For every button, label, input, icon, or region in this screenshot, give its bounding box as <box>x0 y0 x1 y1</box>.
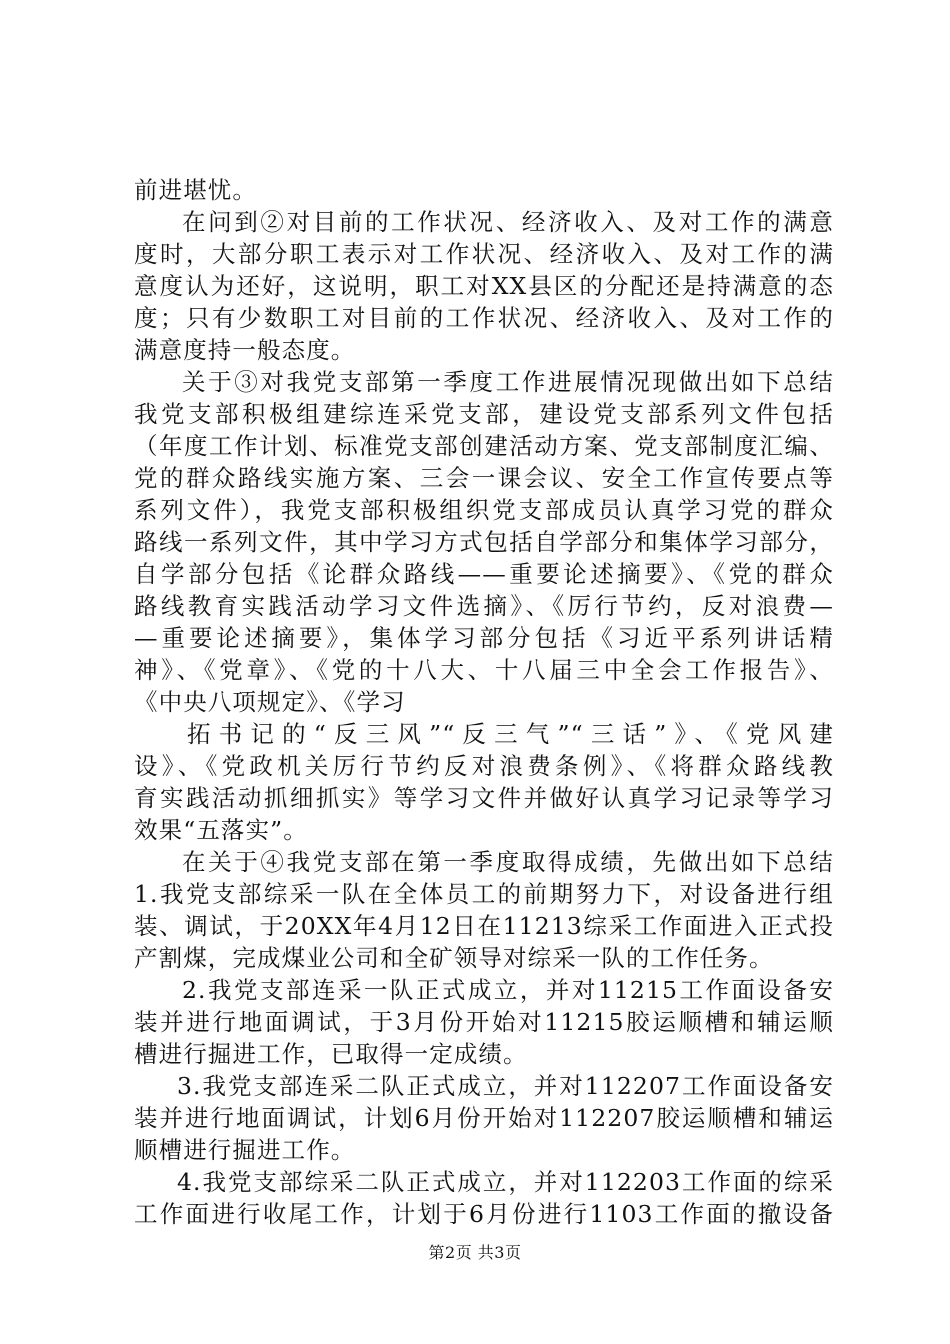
text-line: 装、调试，于20XX年4月12日在11213综采工作面进入正式投 <box>134 912 834 940</box>
text-line: 神》、《党章》、《党的十八大、十八届三中全会工作报告》、 <box>134 656 834 684</box>
text-line: 育实践活动抓细抓实》等学习文件并做好认真学习记录等学习 <box>134 784 834 812</box>
text-line: 效果“五落实”。 <box>134 816 308 844</box>
text-line: 《中央八项规定》、《学习 <box>134 688 406 716</box>
text-line: 设》、《党政机关厉行节约反对浪费条例》、《将群众路线教 <box>134 752 834 780</box>
text-line: 我党支部积极组建综连采党支部，建设党支部系列文件包括 <box>134 400 834 428</box>
text-line: 自学部分包括《论群众路线——重要论述摘要》、《党的群众 <box>134 560 834 588</box>
text-line: 4.我党支部综采二队正式成立，并对112203工作面的综采 <box>177 1168 834 1196</box>
text-line: 工作面进行收尾工作，计划于6月份进行1103工作面的撤设备 <box>134 1200 834 1228</box>
text-line: 拓书记的“反三风”“反三气”“三话”》、《党风建 <box>187 720 834 748</box>
text-line: 意度认为还好，这说明，职工对XX县区的分配还是持满意的态 <box>134 272 834 300</box>
text-line: 装并进行地面调试，计划6月份开始对112207胶运顺槽和辅运 <box>134 1104 834 1132</box>
text-line: 顺槽进行掘进工作。 <box>134 1136 356 1164</box>
page-number-footer: 第2页 共3页 <box>428 1243 522 1262</box>
text-line: 在问到②对目前的工作状况、经济收入、及对工作的满意 <box>182 208 834 236</box>
text-line: 在关于④我党支部在第一季度取得成绩，先做出如下总结 <box>182 848 834 876</box>
text-line: 产割煤，完成煤业公司和全矿领导对综采一队的工作任务。 <box>134 944 774 972</box>
text-line: 关于③对我党支部第一季度工作进展情况现做出如下总结 <box>182 368 834 396</box>
text-line: 满意度持一般态度。 <box>134 336 356 364</box>
text-line: 路线教育实践活动学习文件选摘》、《厉行节约，反对浪费— <box>134 592 834 620</box>
text-line: 3.我党支部连采二队正式成立，并对112207工作面设备安 <box>177 1072 834 1100</box>
text-line: 党的群众路线实施方案、三会一课会议、安全工作宣传要点等 <box>134 464 834 492</box>
text-line: —重要论述摘要》，集体学习部分包括《习近平系列讲话精 <box>134 624 834 652</box>
text-line: 路线一系列文件，其中学习方式包括自学部分和集体学习部分， <box>134 528 834 556</box>
text-line: 系列文件），我党支部积极组织党支部成员认真学习党的群众 <box>134 496 834 524</box>
text-line: 槽进行掘进工作，已取得一定成绩。 <box>134 1040 528 1068</box>
text-line: （年度工作计划、标准党支部创建活动方案、党支部制度汇编、 <box>134 432 834 460</box>
text-line: 度；只有少数职工对目前的工作状况、经济收入、及对工作的 <box>134 304 834 332</box>
text-line: 前进堪忧。 <box>134 176 257 204</box>
text-line: 装并进行地面调试，于3月份开始对11215胶运顺槽和辅运顺 <box>134 1008 834 1036</box>
text-line: 2.我党支部连采一队正式成立，并对11215工作面设备安 <box>182 976 834 1004</box>
text-line: 1.我党支部综采一队在全体员工的前期努力下，对设备进行组 <box>134 880 834 908</box>
text-line: 度时，大部分职工表示对工作状况、经济收入、及对工作的满 <box>134 240 834 268</box>
